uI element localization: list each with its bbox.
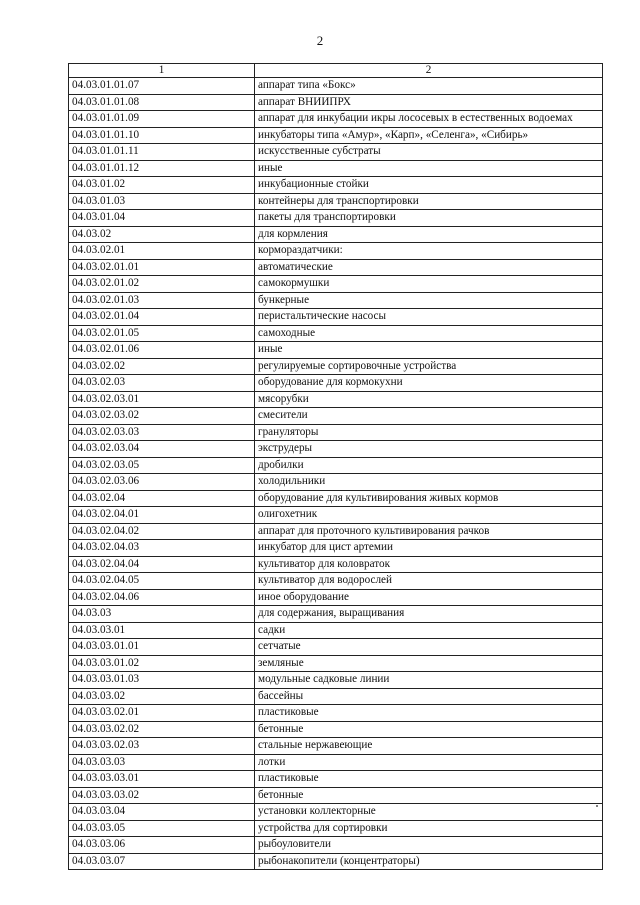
cell-name: грануляторы: [255, 424, 603, 441]
cell-code: 04.03.01.01.07: [69, 78, 255, 95]
cell-name: инкубатор для цист артемии: [255, 540, 603, 557]
table-row: [69, 144, 603, 161]
cell-name: олигохетник: [255, 507, 603, 524]
table-row: [69, 474, 603, 491]
cell-code: 04.03.03.02.01: [69, 705, 255, 722]
cell-name: мясорубки: [255, 391, 603, 408]
cell-code: 04.03.02.04.05: [69, 573, 255, 590]
cell-name: регулируемые сортировочные устройства: [255, 358, 603, 375]
table-row: [69, 276, 603, 293]
cell-code: 04.03.02.01.02: [69, 276, 255, 293]
cell-name: бассейны: [255, 688, 603, 705]
cell-code: 04.03.03.04: [69, 804, 255, 821]
cell-name: экструдеры: [255, 441, 603, 458]
table-row: [69, 210, 603, 227]
cell-name: оборудование для кормокухни: [255, 375, 603, 392]
classification-table: [68, 63, 603, 870]
cell-name: перистальтические насосы: [255, 309, 603, 326]
cell-code: 04.03.02.04.06: [69, 589, 255, 606]
cell-name: лотки: [255, 754, 603, 771]
table-row: [69, 721, 603, 738]
cell-name: кормораздатчики:: [255, 243, 603, 260]
cell-code: 04.03.02.03.03: [69, 424, 255, 441]
cell-name: рыбонакопители (концентраторы): [255, 853, 603, 870]
table-row: [69, 606, 603, 623]
cell-name: аппарат для проточного культивирования рачков: [255, 523, 603, 540]
cell-name: земляные: [255, 655, 603, 672]
cell-name: сетчатые: [255, 639, 603, 656]
table-row: [69, 259, 603, 276]
table-row: [69, 639, 603, 656]
table-row: [69, 160, 603, 177]
table-row: [69, 391, 603, 408]
cell-name: аппарат для инкубации икры лососевых в естественных водоемах: [255, 111, 603, 128]
cell-name: инкубационные стойки: [255, 177, 603, 194]
table-row: [69, 705, 603, 722]
cell-code: 04.03.01.01.12: [69, 160, 255, 177]
cell-code: 04.03.02.02: [69, 358, 255, 375]
cell-code: 04.03.03.01.03: [69, 672, 255, 689]
cell-name: пластиковые: [255, 771, 603, 788]
cell-name: бункерные: [255, 292, 603, 309]
table-row: [69, 457, 603, 474]
cell-name: садки: [255, 622, 603, 639]
table-row: [69, 193, 603, 210]
cell-code: 04.03.02.04.01: [69, 507, 255, 524]
cell-code: 04.03.03.02.02: [69, 721, 255, 738]
table-row: [69, 622, 603, 639]
cell-code: 04.03.03.06: [69, 837, 255, 854]
cell-code: 04.03.02.03.02: [69, 408, 255, 425]
table-row: [69, 804, 603, 821]
cell-name: искусственные субстраты: [255, 144, 603, 161]
cell-name: автоматические: [255, 259, 603, 276]
cell-code: 04.03.02.03.06: [69, 474, 255, 491]
table-row: [69, 540, 603, 557]
cell-code: 04.03.03: [69, 606, 255, 623]
table-row: [69, 754, 603, 771]
table-row: [69, 292, 603, 309]
cell-name: культиватор для водорослей: [255, 573, 603, 590]
table-row: [69, 820, 603, 837]
table-row: [69, 837, 603, 854]
cell-code: 04.03.02.04.02: [69, 523, 255, 540]
cell-code: 04.03.03.02: [69, 688, 255, 705]
cell-code: 04.03.02.03.01: [69, 391, 255, 408]
cell-code: 04.03.01.01.11: [69, 144, 255, 161]
table-row: [69, 507, 603, 524]
table-row: [69, 358, 603, 375]
table-row: [69, 325, 603, 342]
cell-name: смесители: [255, 408, 603, 425]
cell-code: 04.03.01.01.09: [69, 111, 255, 128]
cell-code: 04.03.02.01.03: [69, 292, 255, 309]
table-row: [69, 523, 603, 540]
table-row: [69, 342, 603, 359]
cell-name: бетонные: [255, 787, 603, 804]
cell-name: культиватор для коловраток: [255, 556, 603, 573]
cell-code: 04.03.02.01.05: [69, 325, 255, 342]
cell-name: для содержания, выращивания: [255, 606, 603, 623]
table-row: [69, 226, 603, 243]
table-row: [69, 688, 603, 705]
table-row: [69, 127, 603, 144]
cell-name: пластиковые: [255, 705, 603, 722]
table-row: [69, 490, 603, 507]
column-header-code: 1: [69, 64, 255, 78]
table-row: [69, 177, 603, 194]
table-row: [69, 853, 603, 870]
table-row: [69, 655, 603, 672]
cell-code: 04.03.02.01.01: [69, 259, 255, 276]
page-number: 2: [316, 33, 324, 48]
table-row: [69, 672, 603, 689]
cell-name: холодильники: [255, 474, 603, 491]
cell-name: самоходные: [255, 325, 603, 342]
cell-code: 04.03.01.02: [69, 177, 255, 194]
table-header-row: [69, 64, 603, 78]
table-header: [69, 64, 603, 78]
cell-name: пакеты для транспортировки: [255, 210, 603, 227]
cell-code: 04.03.03.02.03: [69, 738, 255, 755]
table-row: [69, 424, 603, 441]
cell-name: стальные нержавеющие: [255, 738, 603, 755]
cell-code: 04.03.02.04: [69, 490, 255, 507]
table-row: [69, 243, 603, 260]
cell-code: 04.03.02.04.04: [69, 556, 255, 573]
cell-code: 04.03.02.03.04: [69, 441, 255, 458]
cell-code: 04.03.01.01.10: [69, 127, 255, 144]
scan-artifact-dot: [596, 805, 598, 807]
cell-code: 04.03.02: [69, 226, 255, 243]
cell-code: 04.03.03.01: [69, 622, 255, 639]
table-row: [69, 441, 603, 458]
table-row: [69, 738, 603, 755]
cell-code: 04.03.03.03.02: [69, 787, 255, 804]
table-row: [69, 94, 603, 111]
table-row: [69, 111, 603, 128]
cell-code: 04.03.02.01.04: [69, 309, 255, 326]
column-header-name: 2: [255, 64, 603, 78]
cell-code: 04.03.02.03: [69, 375, 255, 392]
cell-name: модульные садковые линии: [255, 672, 603, 689]
cell-name: иные: [255, 342, 603, 359]
cell-code: 04.03.02.04.03: [69, 540, 255, 557]
cell-name: иные: [255, 160, 603, 177]
cell-name: бетонные: [255, 721, 603, 738]
cell-code: 04.03.01.01.08: [69, 94, 255, 111]
table-row: [69, 408, 603, 425]
table-row: [69, 771, 603, 788]
table-row: [69, 309, 603, 326]
cell-name: дробилки: [255, 457, 603, 474]
table-row: [69, 787, 603, 804]
cell-name: инкубаторы типа «Амур», «Карп», «Селенга», «Сибирь»: [255, 127, 603, 144]
table-row: [69, 573, 603, 590]
table-row: [69, 375, 603, 392]
cell-code: 04.03.02.01: [69, 243, 255, 260]
table-row: [69, 556, 603, 573]
cell-code: 04.03.02.03.05: [69, 457, 255, 474]
cell-name: установки коллекторные: [255, 804, 603, 821]
cell-name: оборудование для культивирования живых кормов: [255, 490, 603, 507]
cell-name: контейнеры для транспортировки: [255, 193, 603, 210]
cell-code: 04.03.03.07: [69, 853, 255, 870]
cell-name: аппарат типа «Бокс»: [255, 78, 603, 95]
cell-code: 04.03.03.05: [69, 820, 255, 837]
cell-name: рыбоуловители: [255, 837, 603, 854]
cell-code: 04.03.03.03.01: [69, 771, 255, 788]
cell-name: для кормления: [255, 226, 603, 243]
cell-code: 04.03.03.01.02: [69, 655, 255, 672]
cell-code: 04.03.01.03: [69, 193, 255, 210]
cell-name: иное оборудование: [255, 589, 603, 606]
table-row: [69, 589, 603, 606]
cell-code: 04.03.03.01.01: [69, 639, 255, 656]
cell-name: аппарат ВНИИПРХ: [255, 94, 603, 111]
cell-name: самокормушки: [255, 276, 603, 293]
cell-name: устройства для сортировки: [255, 820, 603, 837]
cell-code: 04.03.02.01.06: [69, 342, 255, 359]
table-body: [69, 78, 603, 870]
cell-code: 04.03.03.03: [69, 754, 255, 771]
table-row: [69, 78, 603, 95]
cell-code: 04.03.01.04: [69, 210, 255, 227]
